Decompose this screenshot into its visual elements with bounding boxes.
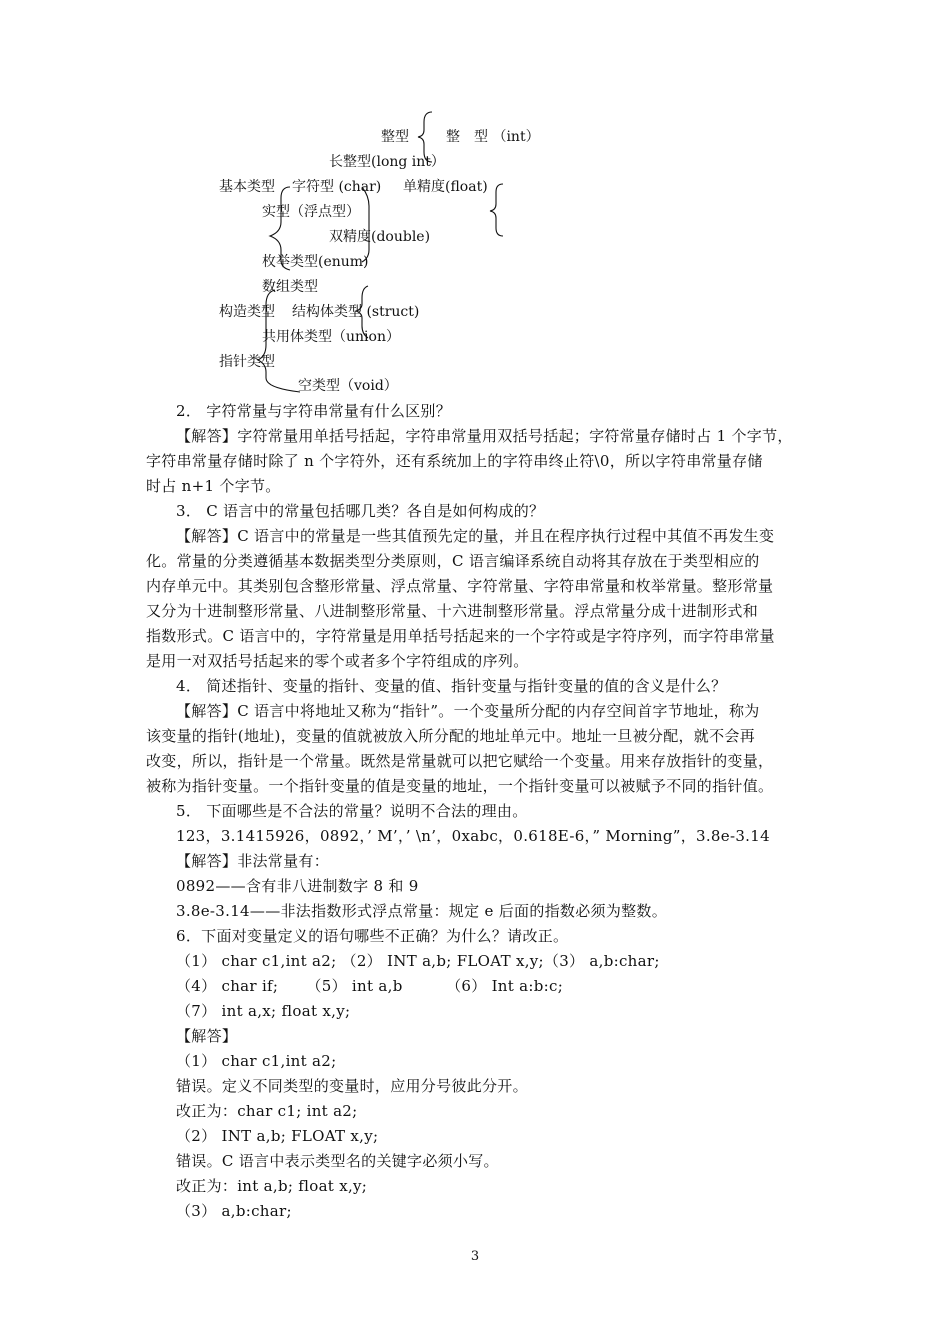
diagram-real: 实型（浮点型） — [262, 204, 360, 220]
diagram-float: 单精度(float) — [403, 179, 488, 195]
answer-6-heading: 【解答】 — [176, 1027, 238, 1045]
question-6: 6．下面对变量定义的语句哪些不正确？为什么？请改正。 — [176, 927, 569, 945]
answer-5-item-1: 0892——含有非八进制数字 8 和 9 — [176, 877, 419, 895]
answer-3-line-6: 是用一对双括号括起来的零个或者多个字符组成的序列。 — [146, 652, 529, 670]
diagram-pointer: 指针类型 — [219, 354, 275, 370]
question-2: 2． 字符常量与字符串常量有什么区别？ — [176, 402, 452, 420]
question-3: 3． C 语言中的常量包括哪几类？各自是如何构成的？ — [176, 502, 545, 520]
answer-3-line-5: 指数形式。C 语言中的，字符常量是用单括号括起来的一个字符或是字符序列，而字符串常量 — [146, 627, 775, 645]
diagram-int-group: 整型 — [381, 129, 409, 145]
answer-6-item-1-reason: 错误。定义不同类型的变量时，应用分号彼此分开。 — [176, 1077, 528, 1095]
answer-4-line-1: 【解答】C 语言中将地址又称为“指针”。一个变量所分配的内存空间首字节地址，称为 — [176, 702, 760, 720]
answer-3-line-3: 内存单元中。其类别包含整形常量、浮点常量、字符常量、字符串常量和枚举常量。整形常量 — [146, 577, 774, 595]
question-6-items-2: （4） char if; （5） int a,b （6） Int a:b:c; — [176, 977, 564, 995]
diagram-double: 双精度(double) — [329, 229, 431, 245]
diagram-enum: 枚举类型(enum) — [262, 254, 369, 270]
diagram-union: 共用体类型（union） — [262, 329, 400, 345]
answer-3-line-1: 【解答】C 语言中的常量是一些其值预先定的量，并且在程序执行过程中其值不再发生变 — [176, 527, 775, 545]
answer-3-line-4: 又分为十进制整形常量、八进制整形常量、十六进制整形常量。浮点常量分成十进制形式和 — [146, 602, 759, 620]
diagram-char: 字符型 (char) — [292, 179, 382, 195]
page-number: 3 — [470, 1249, 480, 1264]
answer-6-item-2-reason: 错误。C 语言中表示类型名的关键字必须小写。 — [176, 1152, 499, 1170]
diagram-void: 空类型（void） — [298, 378, 398, 394]
diagram-basic-type: 基本类型 — [219, 179, 275, 195]
diagram-array: 数组类型 — [262, 279, 318, 295]
answer-6-item-1: （1） char c1,int a2; — [176, 1052, 337, 1070]
diagram-struct: 结构体类型 (struct) — [292, 304, 420, 320]
answer-5-heading: 【解答】非法常量有： — [176, 852, 330, 870]
answer-2-line-3: 时占 n+1 个字节。 — [146, 477, 281, 495]
type-diagram-brackets — [0, 0, 950, 420]
question-6-items-3: （7） int a,x; float x,y; — [176, 1002, 351, 1020]
diagram-long-int: 长整型(long int） — [329, 154, 445, 170]
answer-3-line-2: 化。常量的分类遵循基本数据类型分类原则，C 语言编译系统自动将其存放在于类型相应的 — [146, 552, 760, 570]
answer-2-line-2: 字符串常量存储时除了 n 个字符外，还有系统加上的字符串终止符\0，所以字符串常量存储 — [146, 452, 763, 470]
answer-4-line-4: 被称为指针变量。一个指针变量的值是变量的地址，一个指针变量可以被赋予不同的指针值。 — [146, 777, 774, 795]
diagram-int: 整 型 （int） — [446, 129, 540, 145]
answer-6-item-2: （2） INT a,b; FLOAT x,y; — [176, 1127, 379, 1145]
answer-4-line-3: 改变，所以，指针是一个常量。既然是常量就可以把它赋给一个变量。用来存放指针的变量， — [146, 752, 774, 770]
answer-5-item-2: 3.8e-3.14——非法指数形式浮点常量：规定 e 后面的指数必须为整数。 — [176, 902, 668, 920]
answer-6-item-3: （3） a,b:char; — [176, 1202, 292, 1220]
answer-4-line-2: 该变量的指针(地址)，变量的值就被放入所分配的地址单元中。地址一旦被分配，就不会再 — [146, 727, 756, 745]
answer-2-line-1: 【解答】字符常量用单括号括起，字符串常量用双括号括起；字符常量存储时占 1 个字节， — [176, 427, 793, 445]
question-4: 4． 简述指针、变量的指针、变量的值、指针变量与指针变量的值的含义是什么？ — [176, 677, 727, 695]
answer-6-item-2-fix: 改正为：int a,b; float x,y; — [176, 1177, 368, 1195]
question-5-items: 123，3.1415926，0892，’ M’，’ \n’，0xabc，0.618E-6，” Morning”，3.8e-3.14 — [176, 827, 770, 845]
question-6-items-1: （1） char c1,int a2; （2） INT a,b; FLOAT x,y;（3） a,b:char; — [176, 952, 660, 970]
question-5: 5． 下面哪些是不合法的常量？说明不合法的理由。 — [176, 802, 528, 820]
diagram-constructed: 构造类型 — [219, 304, 275, 320]
answer-6-item-1-fix: 改正为：char c1; int a2; — [176, 1102, 358, 1120]
